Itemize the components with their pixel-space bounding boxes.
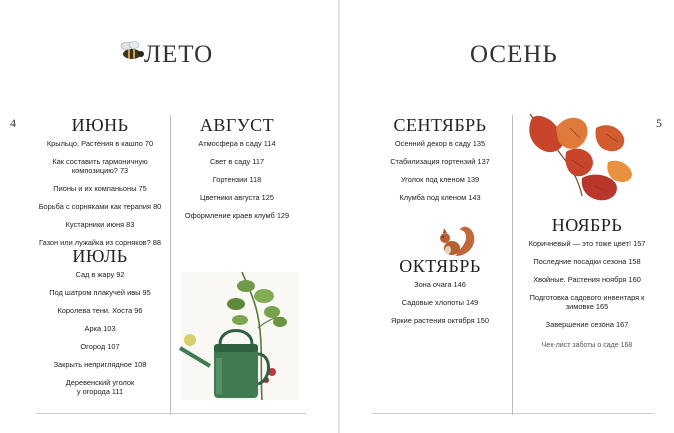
toc-entry[interactable]: Оформление краев клумб 129: [184, 211, 290, 220]
toc-entry[interactable]: Стабилизация гортензий 137: [390, 157, 490, 166]
october-contents: [375, 280, 505, 334]
november-contents: [520, 239, 654, 338]
toc-entry[interactable]: Садовые хлопоты 149: [401, 298, 479, 307]
squirrel-illustration: [434, 222, 478, 258]
bottom-rule-left: [36, 413, 306, 414]
toc-entry[interactable]: Зона очага 146: [414, 280, 466, 289]
toc-entry[interactable]: Завершение сезона 167: [545, 320, 629, 329]
toc-entry[interactable]: Кустарники июня 83: [65, 220, 135, 229]
toc-entry[interactable]: Подготовка садового инвентаря к зимовке 165: [529, 293, 645, 311]
toc-entry[interactable]: Под шатром плакучей ивы 95: [49, 288, 151, 297]
season-title-summer: ЛЕТО: [144, 41, 214, 68]
toc-entry[interactable]: Цветники августа 125: [199, 193, 275, 202]
toc-entry[interactable]: Осенний декор в саду 135: [394, 139, 486, 148]
toc-entry[interactable]: Борьба с сорняками как терапия 80: [38, 202, 162, 211]
toc-entry[interactable]: Газон или лужайка из сорняков? 88: [38, 238, 161, 247]
column-divider: [170, 115, 171, 415]
august-contents: [172, 139, 302, 229]
toc-entry[interactable]: Закрыть неприглядное 108: [53, 360, 147, 369]
toc-entry[interactable]: Как составить гармоничную композицию? 73: [52, 157, 148, 175]
toc-entry[interactable]: Пионы и их компаньоны 75: [53, 184, 147, 193]
month-title-august: АВГУСТ: [199, 115, 275, 135]
month-title-july: ИЮЛЬ: [72, 246, 128, 266]
toc-entry[interactable]: Хвойные. Растения ноября 160: [533, 275, 641, 284]
bottom-rule-right: [372, 413, 654, 414]
july-contents: [35, 270, 165, 405]
oak-leaves-illustration: [522, 108, 640, 204]
month-title-september: СЕНТЯБРЬ: [393, 115, 487, 135]
month-title-june: ИЮНЬ: [71, 115, 129, 135]
season-title-autumn: ОСЕНЬ: [470, 41, 558, 68]
toc-entry[interactable]: Крыльцо. Растения в кашпо 70: [46, 139, 154, 148]
toc-entry[interactable]: Сад в жару 92: [75, 270, 125, 279]
june-contents: [35, 139, 165, 256]
checklist-entry[interactable]: Чек-лист заботы о саде 168: [541, 342, 633, 349]
month-title-october: ОКТЯБРЬ: [399, 256, 481, 276]
toc-entry[interactable]: Уголок под кленом 139: [400, 175, 480, 184]
toc-entry[interactable]: Коричневый — это тоже цвет! 157: [528, 239, 646, 248]
toc-entry[interactable]: Деревенский уголок у огорода 111: [65, 378, 135, 396]
toc-entry[interactable]: Атмосфера в саду 114: [198, 139, 276, 148]
book-spine: [338, 0, 340, 433]
september-contents: [375, 139, 505, 211]
toc-entry[interactable]: Последние посадки сезона 158: [533, 257, 641, 266]
toc-entry[interactable]: Клумба под кленом 143: [399, 193, 481, 202]
month-title-november: НОЯБРЬ: [551, 215, 623, 235]
toc-entry[interactable]: Гортензии 118: [212, 175, 262, 184]
toc-entry[interactable]: Яркие растения октября 150: [390, 316, 490, 325]
column-divider: [512, 115, 513, 415]
toc-entry[interactable]: Арка 103: [84, 324, 116, 333]
toc-entry[interactable]: Королева тени. Хоста 96: [57, 306, 143, 315]
toc-entry[interactable]: Свет в саду 117: [209, 157, 265, 166]
page-number-right: 5: [656, 116, 662, 130]
page-number-left: 4: [10, 116, 16, 130]
toc-entry[interactable]: Огород 107: [80, 342, 120, 351]
watering-can-illustration: [176, 268, 304, 406]
